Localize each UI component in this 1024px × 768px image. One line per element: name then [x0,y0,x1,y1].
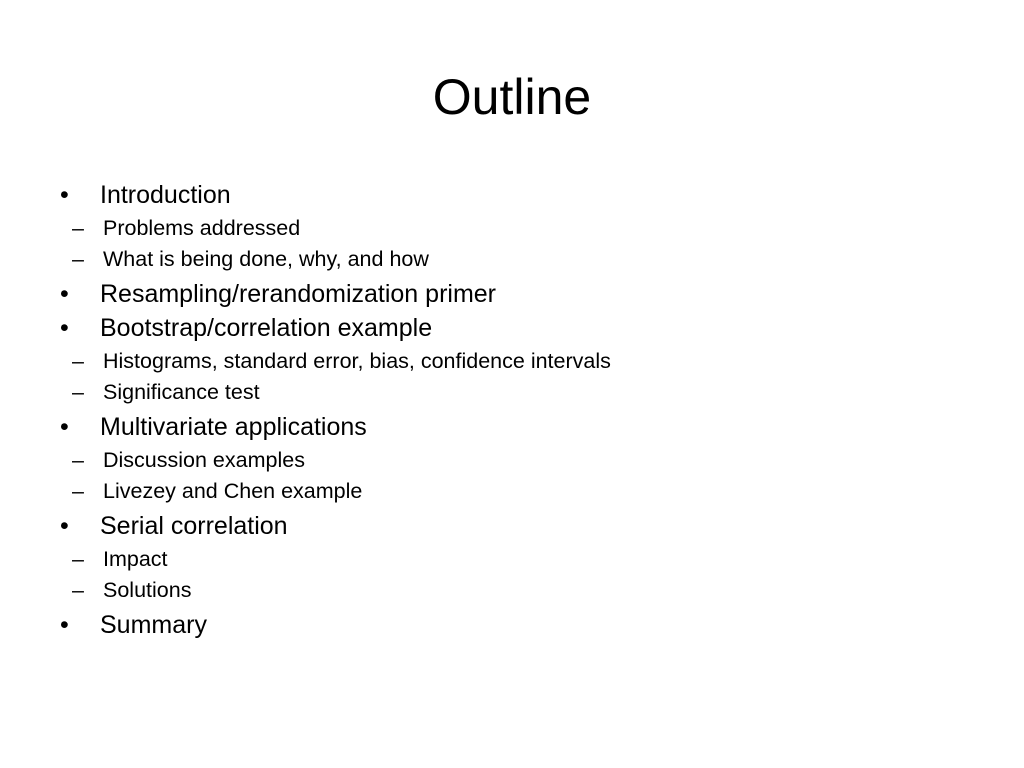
subitem-problems-addressed [58,213,978,244]
subitem-what-is-being-done [58,244,978,275]
outline-item-resampling [58,278,978,311]
bullet-icon: • [60,181,69,209]
multivariate-sublist [58,445,978,507]
outline-item-introduction [58,179,978,212]
outline-item-label: Bootstrap/correlation example [100,314,433,342]
dash-icon: – [72,247,84,271]
subitem-significance-test [58,377,978,408]
sublist-container [58,445,978,507]
outline-item-label: Resampling/rerandomization primer [100,280,496,308]
subitem-impact [58,544,978,575]
subitem-label: Significance test [103,380,260,404]
subitem-label: Solutions [103,578,192,602]
subitem-label: Discussion examples [103,448,305,472]
outline-item-label: Serial correlation [100,512,288,540]
outline-item-serial-correlation [58,510,978,543]
subitem-label: What is being done, why, and how [103,247,429,271]
subitem-solutions [58,575,978,606]
subitem-label: Livezey and Chen example [103,479,363,503]
bullet-icon: • [60,611,69,639]
dash-icon: – [72,547,84,571]
dash-icon: – [72,216,84,240]
subitem-discussion-examples [58,445,978,476]
bullet-icon: • [60,512,69,540]
outline-item-summary [58,609,978,642]
outline-item-label: Multivariate applications [100,413,367,441]
bullet-icon: • [60,280,69,308]
sublist-container [58,213,978,275]
dash-icon: – [72,479,84,503]
subitem-histograms [58,346,978,377]
subitem-livezey-chen [58,476,978,507]
dash-icon: – [72,448,84,472]
introduction-sublist [58,213,978,275]
outline-list [58,179,978,643]
bullet-icon: • [60,314,69,342]
dash-icon: – [72,349,84,373]
serial-correlation-sublist [58,544,978,606]
outline-item-label: Summary [100,611,207,639]
dash-icon: – [72,578,84,602]
subitem-label: Histograms, standard error, bias, confidence intervals [103,349,611,373]
slide-title: Outline [432,69,592,125]
sublist-container [58,544,978,606]
outline-item-multivariate [58,411,978,444]
bullet-icon: • [60,413,69,441]
dash-icon: – [72,380,84,404]
outline-item-label: Introduction [100,181,231,209]
subitem-label: Impact [103,547,168,571]
bootstrap-sublist [58,346,978,408]
outline-item-bootstrap [58,312,978,345]
subitem-label: Problems addressed [103,216,301,240]
sublist-container [58,346,978,408]
